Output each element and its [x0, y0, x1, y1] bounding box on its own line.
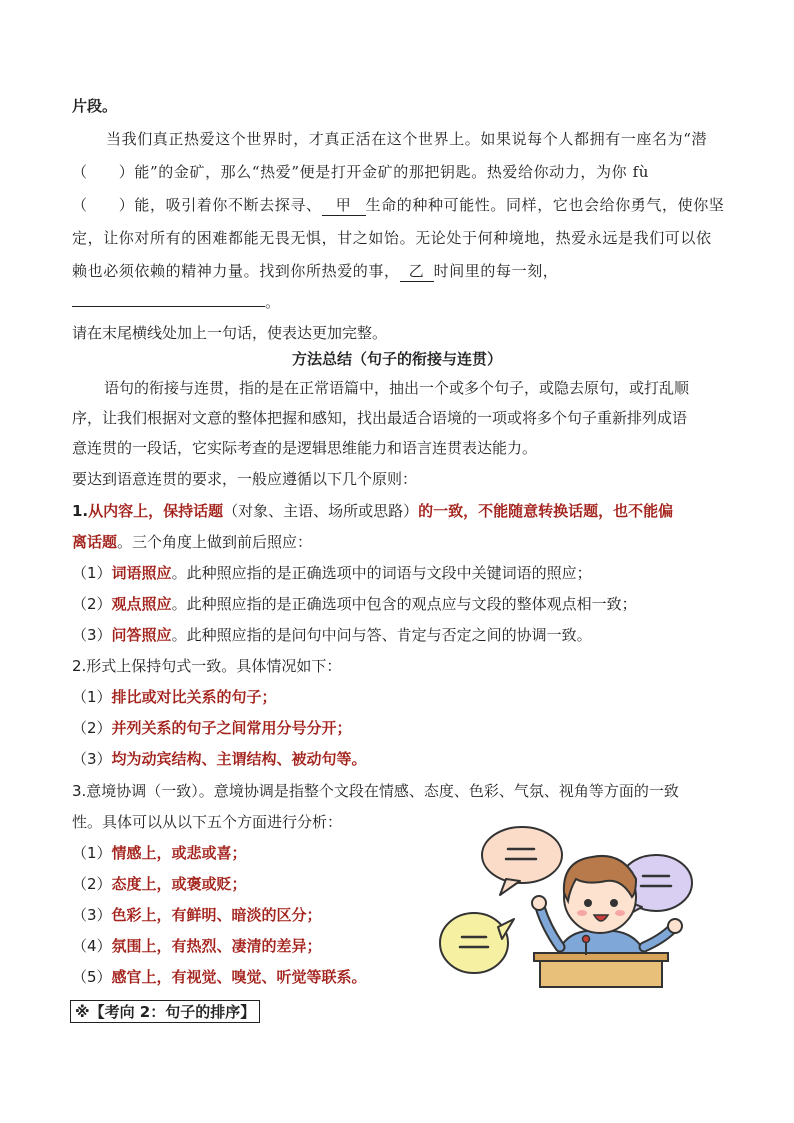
principle-1-line-1: 1.从内容上，保持话题（对象、主语、场所或思路）的一致，不能随意转换话题，也不能偏 — [72, 502, 674, 520]
heading: 片段。 — [72, 97, 118, 115]
principle-3-item: （2）态度上，或褒或贬； — [72, 875, 247, 893]
cartoon-speaker-illustration — [436, 823, 698, 991]
speech-bubble-icon — [440, 913, 514, 973]
pinyin-paren-2: （ ） — [72, 196, 135, 214]
pinyin-paren-1: （ ） — [72, 163, 135, 181]
principle-3-item: （4）氛围上，有热烈、凄清的差异； — [72, 937, 322, 955]
principle-1-item: （2）观点照应。此种照应指的是正确选项中包含的观点应与文段的整体观点相一致； — [72, 595, 637, 613]
passage-line-4: 定，让你对所有的困难都能无畏无惧，甘之如饴。无论处于何种境地，热爱永远是我们可以依 — [72, 229, 712, 247]
principle-3-line-1: 3.意境协调（一致）。意境协调是指整个文段在情感、态度、色彩、气氛、视角等方面的一致 — [72, 782, 679, 800]
speech-bubble-icon — [482, 827, 562, 895]
passage-line-3: （ ）能，吸引着你不断去探寻、 甲 生命的种种可能性。同样，它也会给你勇气，使你坚 — [72, 196, 725, 214]
section-tag: ※【考向 2：句子的排序】 — [70, 1000, 260, 1023]
principle-2-item: （3）均为动宾结构、主谓结构、被动句等。 — [72, 750, 367, 768]
principle-3-item: （1）情感上，或悲或喜； — [72, 844, 247, 862]
passage-line-5: 赖也必须依赖的精神力量。找到你所热爱的事， 乙 时间里的每一刻， — [72, 262, 559, 280]
intro-line-4: 要达到语意连贯的要求，一般应遵循以下几个原则： — [72, 470, 418, 488]
answer-line: 。 — [72, 292, 280, 312]
principle-2-item: （1）排比或对比关系的句子； — [72, 688, 277, 706]
principle-1-item: （3）问答照应。此种照应指的是问句中问与答、肯定与否定之间的协调一致。 — [72, 626, 592, 644]
intro-line-3: 意连贯的一段话，它实际考查的是逻辑思维能力和语言连贯表达能力。 — [72, 439, 538, 457]
intro-line-2: 序，让我们根据对文意的整体把握和感知，找出最适合语境的一项或将多个句子重新排列成语 — [72, 409, 688, 427]
question-text: 请在末尾横线处加上一句话，使表达更加完整。 — [72, 324, 388, 342]
answer-blank — [72, 292, 265, 307]
principle-1-line-2: 离话题。三个角度上做到前后照应： — [72, 533, 313, 551]
principle-3-item: （5）感官上，有视觉、嗅觉、听觉等联系。 — [72, 968, 367, 986]
principle-1-item: （1）词语照应。此种照应指的是正确选项中的词语与文段中关键词语的照应； — [72, 564, 592, 582]
principle-3-line-2: 性。具体可以从以下五个方面进行分析： — [72, 813, 343, 831]
section-title: 方法总结（句子的衔接与连贯） — [291, 350, 502, 368]
blank-yi: 乙 — [400, 261, 434, 282]
principle-2-title: 2.形式上保持句式一致。具体情况如下： — [72, 657, 342, 675]
passage-line-2: （ ）能”的金矿，那么“热爱”便是打开金矿的那把钥匙。热爱给你动力，为你 fù — [72, 163, 649, 181]
principle-2-item: （2）并列关系的句子之间常用分号分开； — [72, 719, 352, 737]
blank-jia: 甲 — [322, 195, 366, 216]
principle-3-item: （3）色彩上，有鲜明、暗淡的区分； — [72, 906, 322, 924]
passage-line-1: 当我们真正热爱这个世界时，才真正活在这个世界上。如果说每个人都拥有一座名为“潜 — [106, 130, 708, 148]
intro-line-1: 语句的衔接与连贯，指的是在正常语篇中，抽出一个或多个句子，或隐去原句，或打乱顺 — [104, 379, 690, 397]
